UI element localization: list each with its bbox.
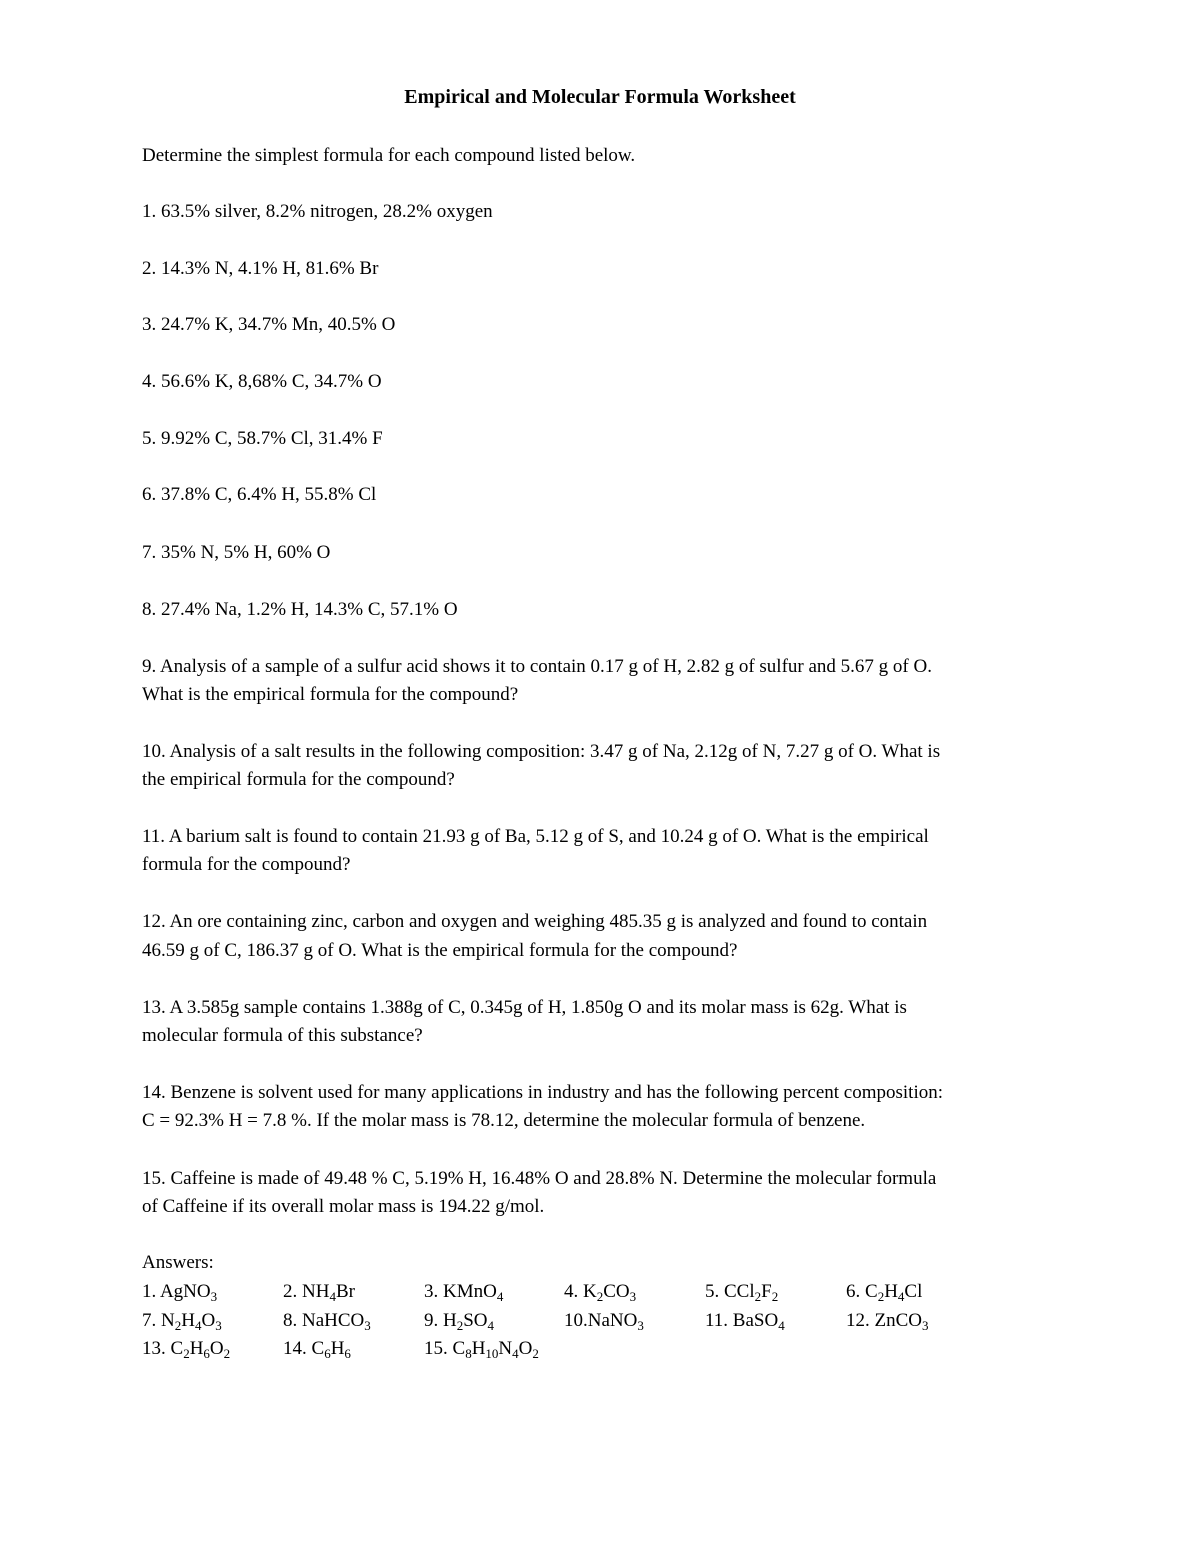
answer-9: 9. $H_2SO_4$	[424, 1310, 495, 1333]
problem-10-line-2: the empirical formula for the compound?	[142, 769, 455, 790]
problem-8: 8. 27.4% Na, 1.2% H, 14.3% C, 57.1% O	[142, 599, 458, 620]
problem-7: 7. 35% N, 5% H, 60% O	[142, 542, 331, 563]
answer-13: 13. $C_2H_6O_2$	[142, 1338, 231, 1361]
answer-11: 11. BaSO$_4$	[705, 1310, 785, 1333]
answers-heading: Answers:	[142, 1252, 214, 1273]
answer-8: 8. NaHCO$_3$	[283, 1310, 371, 1333]
problem-13-line-1: 13. A 3.585g sample contains 1.388g of C, 0.345g of H, 1.850g O and its molar mass is 62g. What is	[142, 997, 907, 1018]
answer-7: 7. $N_2H_4O_3$	[142, 1310, 222, 1333]
problem-11-line-1: 11. A barium salt is found to contain 21.93 g of Ba, 5.12 g of S, and 10.24 g of O. What is the empirical	[142, 826, 929, 847]
problem-15-line-1: 15. Caffeine is made of 49.48 % C, 5.19% H, 16.48% O and 28.8% N. Determine the molecular formula	[142, 1168, 937, 1189]
page-title: Empirical and Molecular Formula Worksheet	[404, 86, 796, 108]
problem-14-line-1: 14. Benzene is solvent used for many applications in industry and has the following percent composition:	[142, 1082, 944, 1103]
answer-14: 14. $C_6H_6$	[283, 1338, 351, 1361]
answer-10: 10.NaNO$_3$	[564, 1310, 644, 1333]
problem-12-line-1: 12. An ore containing zinc, carbon and oxygen and weighing 485.35 g is analyzed and found to contain	[142, 911, 928, 932]
problem-6: 6. 37.8% C, 6.4% H, 55.8% Cl	[142, 484, 377, 505]
problem-10-line-1: 10. Analysis of a salt results in the following composition: 3.47 g of Na, 2.12g of N, 7.27 g of O. What is	[142, 741, 941, 762]
answer-row-1	[142, 1277, 1042, 1306]
answer-row-3	[142, 1334, 1042, 1363]
problem-9-line-2: What is the empirical formula for the compound?	[142, 684, 519, 705]
problem-13-line-2: molecular formula of this substance?	[142, 1025, 423, 1046]
instructions: Determine the simplest formula for each compound listed below.	[142, 145, 636, 166]
answer-2: 2. $NH_4Br$	[283, 1281, 355, 1304]
problem-3: 3. 24.7% K, 34.7% Mn, 40.5% O	[142, 314, 396, 335]
answer-6: 6. $C_2H_4Cl$	[846, 1281, 923, 1304]
problem-12-line-2: 46.59 g of C, 186.37 g of O. What is the empirical formula for the compound?	[142, 940, 738, 961]
problem-5: 5. 9.92% C, 58.7% Cl, 31.4% F	[142, 428, 383, 449]
answer-3: 3. KMnO$_4$	[424, 1281, 504, 1304]
problem-11-line-2: formula for the compound?	[142, 854, 351, 875]
answer-4: 4. $K_2CO_3$	[564, 1281, 637, 1304]
answer-row-2	[142, 1306, 1042, 1335]
problem-15-line-2: of Caffeine if its overall molar mass is 194.22 g/mol.	[142, 1196, 545, 1217]
answer-12: 12. ZnCO$_3$	[846, 1310, 929, 1333]
problem-9-line-1: 9. Analysis of a sample of a sulfur acid shows it to contain 0.17 g of H, 2.82 g of sulfur and 5.67 g of O.	[142, 656, 932, 677]
answer-15: 15. $C_8H_{10}N_4O_2$	[424, 1338, 539, 1361]
answer-1: 1. AgNO$_3$	[142, 1281, 218, 1304]
problem-1: 1. 63.5% silver, 8.2% nitrogen, 28.2% oxygen	[142, 201, 493, 222]
problem-4: 4. 56.6% K, 8,68% C, 34.7% O	[142, 371, 382, 392]
problem-14-line-2: C = 92.3% H = 7.8 %. If the molar mass is 78.12, determine the molecular formula of benzene.	[142, 1110, 866, 1131]
problem-2: 2. 14.3% N, 4.1% H, 81.6% Br	[142, 258, 379, 279]
answer-5: 5. $CCl_2F_2$	[705, 1281, 779, 1304]
